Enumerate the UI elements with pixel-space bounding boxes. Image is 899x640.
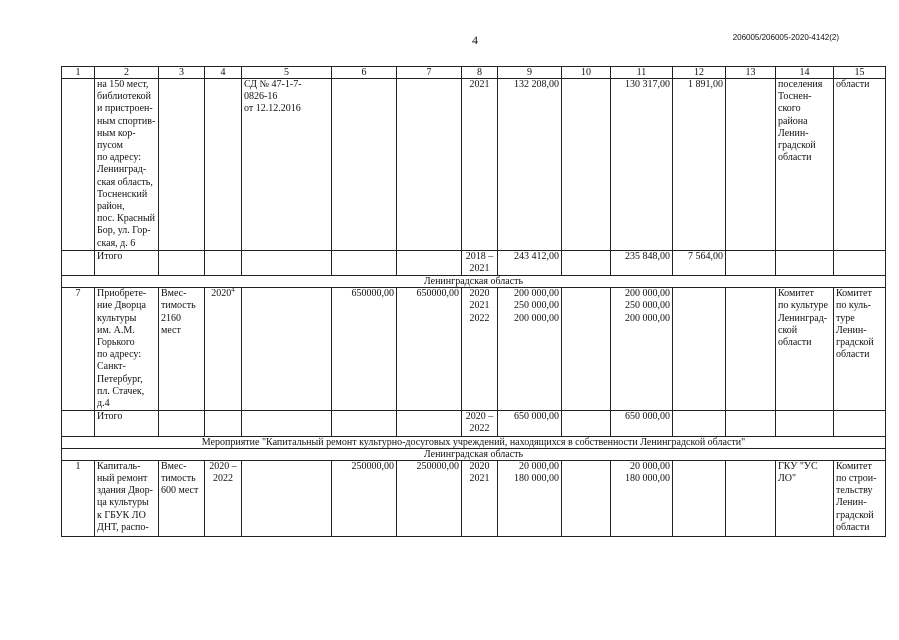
region-band	[62, 276, 886, 288]
federal-cell	[562, 250, 611, 275]
customer	[776, 250, 834, 275]
row-number	[62, 79, 95, 251]
federal-cell	[562, 288, 611, 411]
row-number: 7	[62, 288, 95, 411]
capacity-cell	[159, 411, 205, 436]
total-amount-list	[498, 288, 562, 411]
estimated-cost: 650000,00	[332, 288, 397, 411]
regional-amount: 650 000,00	[611, 411, 673, 436]
customer: ГКУ "УС ЛО"	[776, 460, 834, 536]
estimated-cost-cell	[332, 250, 397, 275]
total-amount-list	[498, 460, 562, 536]
remaining-cost-cell	[397, 411, 462, 436]
amount: 200 000,00	[625, 312, 670, 324]
responsible	[834, 250, 886, 275]
local-amount: 1 891,00	[673, 79, 726, 251]
total-amount: 650 000,00	[498, 411, 562, 436]
project-doc: СД № 47-1-7- 0826-16 от 12.12.2016	[242, 79, 332, 251]
col-header: 12	[673, 67, 726, 79]
table-row	[62, 460, 886, 536]
amount: 180 000,00	[625, 472, 670, 484]
regional-amount: 130 317,00	[611, 79, 673, 251]
local-cell	[673, 288, 726, 411]
responsible	[834, 411, 886, 436]
remaining-cost-cell	[397, 250, 462, 275]
amount: 200 000,00	[514, 288, 559, 300]
page-number: 4	[472, 33, 478, 47]
amount: 200 000,00	[514, 312, 559, 324]
remaining-cost-cell	[397, 79, 462, 251]
year: 2020	[469, 288, 490, 300]
year-range: 2018 – 2021	[462, 250, 498, 275]
total-amount: 132 208,00	[498, 79, 562, 251]
project-doc	[242, 288, 332, 411]
region-label: Ленинградская область	[62, 448, 886, 460]
project-doc	[242, 460, 332, 536]
period-cell	[205, 250, 242, 275]
year-list	[462, 460, 498, 536]
regional-amount: 235 848,00	[611, 250, 673, 275]
capacity-cell	[159, 250, 205, 275]
local-cell	[673, 460, 726, 536]
object-name: на 150 мест, библиотекой и пристроен- ным спортив- ным кор- пусом по адресу: Ленинград- ская область, Тосненский район, пос. Красный Бор, ул. Гор- ская, д. 6	[95, 79, 159, 251]
period	[205, 288, 242, 411]
other-cell	[726, 250, 776, 275]
estimated-cost-cell	[332, 411, 397, 436]
capacity: Вмес- тимость 2160 мест	[159, 288, 205, 411]
period-year: 2020	[211, 288, 232, 300]
year-list	[462, 288, 498, 411]
year: 2022	[469, 312, 490, 324]
col-header: 1	[62, 67, 95, 79]
activity-title: Мероприятие "Капитальный ремонт культурно-досуговых учреждений, находящихся в собственности Ленинградской области"	[62, 436, 886, 448]
other-cell	[726, 460, 776, 536]
total-label: Итого	[95, 250, 159, 275]
responsible: Комитет по куль- туре Ленин- градской области	[834, 288, 886, 411]
activity-band	[62, 436, 886, 448]
col-header: 7	[397, 67, 462, 79]
amount: 20 000,00	[519, 460, 559, 472]
region-label: Ленинградская область	[62, 276, 886, 288]
responsible: Комитет по строи- тельству Ленин- градской области	[834, 460, 886, 536]
object-name: Приобрете- ние Дворца культуры им. А.М. Горького по адресу: Санкт- Петербург, пл. Стачек, д.4	[95, 288, 159, 411]
col-header: 15	[834, 67, 886, 79]
total-amount: 243 412,00	[498, 250, 562, 275]
local-amount: 7 564,00	[673, 250, 726, 275]
year: 2021	[469, 300, 490, 312]
amount: 20 000,00	[630, 460, 670, 472]
col-header: 14	[776, 67, 834, 79]
local-cell	[673, 411, 726, 436]
federal-cell	[562, 411, 611, 436]
regional-amount-list	[611, 288, 673, 411]
col-header: 5	[242, 67, 332, 79]
column-number-row	[62, 67, 886, 79]
customer: поселения Тоснен- ского района Ленин- градской области	[776, 79, 834, 251]
period-cell	[205, 79, 242, 251]
document-id: 206005/206005-2020-4142(2)	[732, 33, 839, 42]
col-header: 8	[462, 67, 498, 79]
total-label: Итого	[95, 411, 159, 436]
amount: 250 000,00	[514, 300, 559, 312]
year: 2020	[469, 460, 490, 472]
customer: Комитет по культуре Ленинград- ской области	[776, 288, 834, 411]
federal-cell	[562, 460, 611, 536]
year-cell: 2021	[462, 79, 498, 251]
project-doc	[242, 411, 332, 436]
period-cell	[205, 411, 242, 436]
capacity-cell	[159, 79, 205, 251]
table-row	[62, 288, 886, 411]
footnote-mark: 4	[231, 287, 235, 294]
total-row	[62, 411, 886, 436]
remaining-cost: 250000,00	[397, 460, 462, 536]
budget-table	[61, 66, 886, 537]
col-header: 6	[332, 67, 397, 79]
project-doc	[242, 250, 332, 275]
year-range: 2020 – 2022	[462, 411, 498, 436]
col-header: 3	[159, 67, 205, 79]
col-header: 9	[498, 67, 562, 79]
other-cell	[726, 288, 776, 411]
year: 2021	[469, 472, 490, 484]
other-cell	[726, 79, 776, 251]
region-band	[62, 448, 886, 460]
table-row	[62, 79, 886, 251]
customer	[776, 411, 834, 436]
row-number	[62, 411, 95, 436]
col-header: 4	[205, 67, 242, 79]
estimated-cost-cell	[332, 79, 397, 251]
amount: 200 000,00	[625, 288, 670, 300]
col-header: 11	[611, 67, 673, 79]
capacity: Вмес- тимость 600 мест	[159, 460, 205, 536]
row-number: 1	[62, 460, 95, 536]
responsible: области	[834, 79, 886, 251]
other-cell	[726, 411, 776, 436]
total-row	[62, 250, 886, 275]
row-number	[62, 250, 95, 275]
estimated-cost: 250000,00	[332, 460, 397, 536]
amount: 180 000,00	[514, 472, 559, 484]
period: 2020 – 2022	[205, 460, 242, 536]
federal-cell	[562, 79, 611, 251]
remaining-cost: 650000,00	[397, 288, 462, 411]
object-name: Капиталь- ный ремонт здания Двор- ца культуры к ГБУК ЛО ДНТ, распо-	[95, 460, 159, 536]
regional-amount-list	[611, 460, 673, 536]
amount: 250 000,00	[625, 300, 670, 312]
col-header: 2	[95, 67, 159, 79]
col-header: 13	[726, 67, 776, 79]
col-header: 10	[562, 67, 611, 79]
